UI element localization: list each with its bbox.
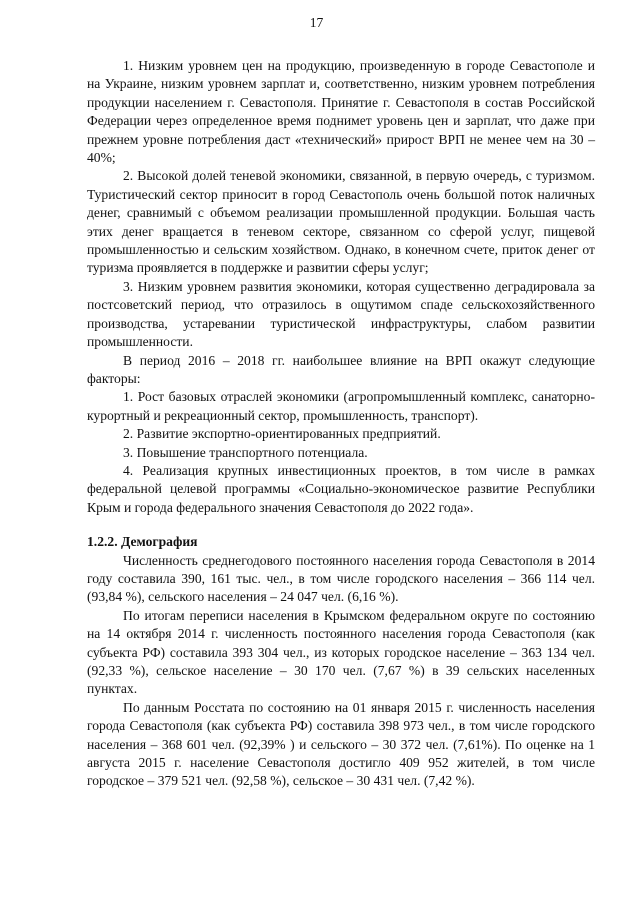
demography-paragraph-1: Численность среднегодового постоянного населения города Севастополя в 2014 году составила 390, 161 тыс. чел., в том числе городского населения – 366 114 чел. (93,84 %), сельского населения – 24 047 чел. (6,16 %). xyxy=(87,552,595,605)
demography-paragraph-3: По данным Росстата по состоянию на 01 января 2015 г. численность населения города Севастополя (как субъекта РФ) составила 398 973 чел., в том числе городского населения – 368 601 чел. (92,39% ) и сельского – 30 372 чел. (7,61%). По оценке на 1 августа 2015 г. население Севастополя достигло 409 952 жителей, в том числе городское – 379 521 чел. (92,58 %), сельское – 30 431 чел. (7,42 %). xyxy=(87,699,595,789)
forecast-factor-4: 4. Реализация крупных инвестиционных проектов, в том числе в рамках федеральной целевой программы «Социально-экономическое развитие Республики Крым и города федерального значения Севастополя до 2022 года». xyxy=(87,462,595,515)
forecast-factor-2: 2. Развитие экспортно-ориентированных предприятий. xyxy=(123,426,441,442)
factor-paragraph-3: 3. Низким уровнем развития экономики, которая существенно деградировала за постсоветский период, что отразилось в ощутимом спаде сельскохозяйственного производства, устаревании туристической инфраструктуры, слабом развитии промышленности. xyxy=(87,278,595,350)
forecast-factor-3: 3. Повышение транспортного потенциала. xyxy=(123,444,368,460)
forecast-intro-paragraph: В период 2016 – 2018 гг. наибольшее влияние на ВРП окажут следующие факторы: xyxy=(87,352,595,386)
section-heading-demography: 1.2.2. Демография xyxy=(87,534,198,550)
demography-paragraph-2: По итогам переписи населения в Крымском федеральном округе по состоянию на 14 октября 2014 г. численность постоянного населения города Севастополя (как субъекта РФ) составила 393 304 чел., из которых городское население – 363 134 чел. (92,33 %), сельское население – 30 170 чел. (7,67 %) в 39 сельских населенных пунктах. xyxy=(87,607,595,697)
page-number: 17 xyxy=(309,15,324,30)
page-body xyxy=(87,57,595,791)
forecast-factor-1: 1. Рост базовых отраслей экономики (агропромышленный комплекс, санаторно-курортный и рекреационный сектор, промышленность, транспорт). xyxy=(87,389,595,423)
factor-paragraph-2: 2. Высокой долей теневой экономики, связанной, в первую очередь, с туризмом. Туристический сектор приносит в город Севастополь очень большой поток наличных денег, сравнимый с объемом реализации промышленной продукции. Большая часть этих денег вращается в теневом секторе, связанном со сферой услуг, пищевой промышленностью и сельским хозяйством. Однако, в конечном счете, приток денег от туризма проявляется в поддержке и развитии сферы услуг; xyxy=(87,168,595,276)
factor-paragraph-1: 1. Низким уровнем цен на продукцию, произведенную в городе Севастополе и на Украине, низким уровнем зарплат и, соответственно, низким уровнем потребления продукции населением г. Севастополя. Принятие г. Севастополя в состав Российской Федерации через определенное время поднимет уровень цен и зарплат, что даже при прежнем уровне потребления даст «технический» прирост ВРП не менее чем на 30 – 40%; xyxy=(87,58,595,166)
